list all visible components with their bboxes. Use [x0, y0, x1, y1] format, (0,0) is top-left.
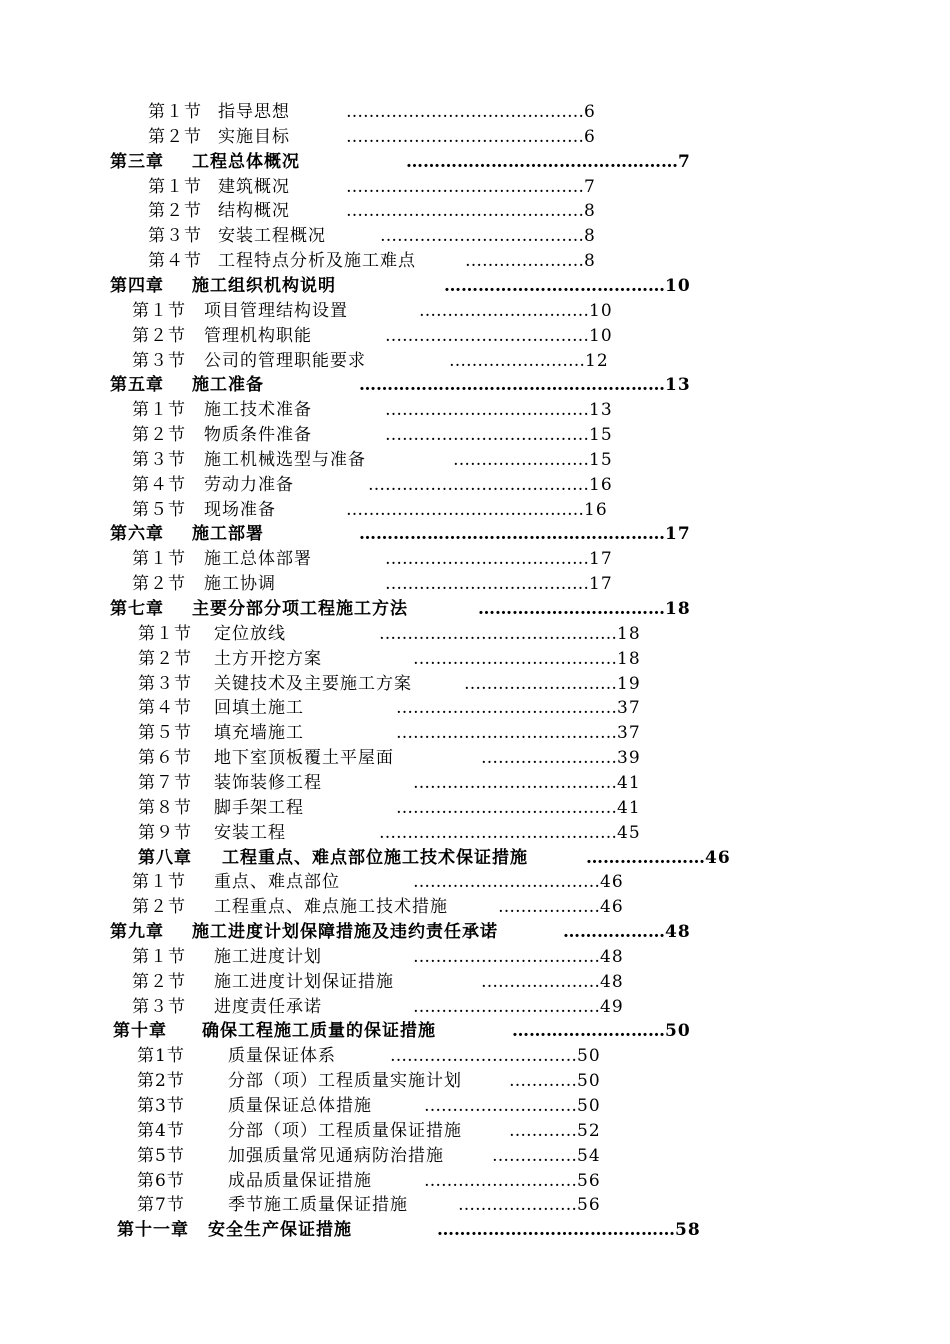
- toc-section-entry[interactable]: [138, 746, 645, 770]
- toc-page-number: 48: [665, 922, 691, 943]
- toc-title: 工程总体概况: [192, 151, 300, 172]
- toc-chapter-entry[interactable]: [110, 522, 695, 546]
- toc-section-entry[interactable]: [132, 870, 628, 894]
- toc-leader-dots: …………………: [465, 251, 584, 272]
- toc-section-entry[interactable]: [138, 672, 645, 696]
- toc-page-number: 48: [600, 946, 624, 967]
- toc-page-number: 49: [600, 996, 624, 1017]
- toc-title: 施工总体部署: [204, 549, 312, 570]
- toc-label: 第３节: [132, 996, 186, 1017]
- toc-title: 定位放线: [214, 623, 286, 644]
- toc-section-entry[interactable]: [148, 224, 600, 248]
- toc-label: 第３节: [138, 673, 192, 694]
- toc-leader-dots: …………………………………………: [406, 151, 678, 172]
- toc-leader-dots: ……………………: [481, 748, 617, 769]
- toc-leader-dots: ……………………………………: [346, 176, 584, 197]
- toc-section-entry[interactable]: [137, 1169, 605, 1193]
- toc-label: 第2节: [137, 1071, 185, 1092]
- toc-page-number: 19: [617, 673, 641, 694]
- toc-section-entry[interactable]: [137, 1193, 605, 1217]
- toc-title: 现场准备: [204, 499, 276, 520]
- toc-label: 第１节: [132, 549, 186, 570]
- toc-section-entry[interactable]: [138, 771, 645, 795]
- toc-page-number: 6: [584, 102, 596, 122]
- toc-label: 第２节: [132, 425, 186, 446]
- toc-page-number: 52: [577, 1120, 601, 1141]
- toc-label: 第２节: [132, 574, 186, 595]
- toc-page-number: 18: [617, 623, 641, 644]
- toc-section-entry[interactable]: [132, 895, 628, 919]
- toc-title: 季节施工质量保证措施: [228, 1195, 408, 1216]
- toc-section-entry[interactable]: [137, 1069, 605, 1093]
- toc-page-number: 39: [617, 748, 641, 769]
- toc-label: 第２节: [132, 971, 186, 992]
- toc-title: 施工准备: [192, 375, 264, 396]
- toc-title: 回填土施工: [214, 698, 304, 719]
- toc-label: 第２节: [148, 201, 202, 222]
- toc-leader-dots: ……………………………………: [379, 822, 617, 843]
- toc-leader-dots: ……………………: [453, 449, 589, 470]
- toc-chapter-entry[interactable]: [113, 1019, 695, 1043]
- toc-section-entry[interactable]: [132, 423, 617, 447]
- toc-label: 第6节: [137, 1170, 185, 1191]
- toc-title: 施工机械选型与准备: [204, 449, 366, 470]
- toc-section-entry[interactable]: [148, 199, 600, 223]
- toc-leader-dots: ………………………………………………: [359, 375, 665, 396]
- toc-leader-dots: …………………………: [419, 300, 589, 321]
- toc-leader-dots: ……………………………: [390, 1046, 577, 1067]
- toc-title: 施工协调: [204, 574, 276, 595]
- toc-title: 进度责任承诺: [214, 996, 322, 1017]
- toc-label: 第三章: [110, 151, 164, 172]
- toc-label: 第3节: [137, 1096, 185, 1116]
- toc-title: 安装工程: [214, 822, 286, 843]
- toc-leader-dots: ………………………………: [385, 325, 589, 346]
- toc-page-number: 56: [577, 1195, 601, 1216]
- toc-title: 土方开挖方案: [214, 648, 322, 669]
- toc-leader-dots: …………: [509, 1120, 577, 1141]
- toc-leader-dots: …………………………………: [396, 698, 617, 719]
- toc-leader-dots: ……………………: [449, 350, 585, 371]
- toc-page-number: 41: [617, 797, 641, 818]
- toc-label: 第３节: [132, 350, 186, 371]
- toc-page-number: 50: [577, 1096, 601, 1116]
- toc-label: 第９节: [138, 822, 192, 843]
- toc-page-number: 6: [584, 126, 596, 147]
- toc-leader-dots: ………………………………: [385, 574, 589, 595]
- toc-section-entry[interactable]: [138, 696, 645, 720]
- toc-section-entry[interactable]: [148, 249, 600, 273]
- toc-chapter-entry[interactable]: [110, 274, 695, 298]
- toc-page-number: 37: [617, 723, 641, 744]
- toc-label: 第３节: [148, 226, 202, 247]
- toc-title: 地下室顶板覆土平屋面: [214, 748, 394, 769]
- toc-title: 质量保证总体措施: [228, 1096, 372, 1116]
- toc-label: 第２节: [132, 325, 186, 346]
- toc-label: 第七章: [110, 599, 164, 619]
- toc-leader-dots: ……………………………: [478, 599, 665, 619]
- toc-title: 施工进度计划: [214, 946, 322, 967]
- toc-leader-dots: …………: [509, 1071, 577, 1092]
- toc-page-number: 46: [705, 847, 731, 868]
- toc-leader-dots: ………………………………: [385, 400, 589, 421]
- toc-title: 确保工程施工质量的保证措施: [202, 1021, 436, 1042]
- toc-label: 第十一章: [117, 1220, 189, 1241]
- toc-page-number: 16: [589, 474, 613, 495]
- toc-section-entry[interactable]: [132, 572, 617, 596]
- toc-leader-dots: ………………………: [464, 673, 617, 694]
- toc-leader-dots: ………………………………: [385, 425, 589, 446]
- toc-page-number: 41: [617, 772, 641, 793]
- toc-title: 实施目标: [218, 126, 290, 147]
- toc-page-number: 54: [577, 1145, 601, 1166]
- toc-label: 第7节: [137, 1195, 185, 1216]
- toc-label: 第1节: [137, 1046, 185, 1067]
- toc-section-entry[interactable]: [132, 547, 617, 571]
- toc-title: 施工组织机构说明: [192, 275, 336, 296]
- toc-title: 分部（项）工程质量实施计划: [228, 1071, 462, 1092]
- toc-label: 第２节: [132, 897, 186, 918]
- toc-page-number: 10: [589, 300, 613, 321]
- toc-page-number: 46: [600, 897, 624, 918]
- toc-leader-dots: ………………………………: [413, 648, 617, 669]
- toc-section-entry[interactable]: [132, 324, 617, 348]
- toc-leader-dots: ………………………………: [380, 226, 584, 247]
- toc-label: 第５节: [138, 723, 192, 744]
- toc-page-number: 13: [665, 375, 691, 396]
- toc-title: 公司的管理职能要求: [204, 350, 366, 371]
- toc-section-entry[interactable]: [132, 473, 617, 497]
- toc-section-entry[interactable]: [138, 622, 645, 646]
- toc-page-number: 17: [589, 549, 613, 570]
- toc-section-entry[interactable]: [132, 498, 612, 522]
- toc-leader-dots: ……………………………: [413, 996, 600, 1017]
- toc-title: 劳动力准备: [204, 474, 294, 495]
- toc-title: 分部（项）工程质量保证措施: [228, 1120, 462, 1141]
- toc-label: 第１节: [132, 872, 186, 893]
- toc-label: 第六章: [110, 524, 164, 545]
- toc-leader-dots: ……………………………………: [346, 499, 584, 520]
- toc-leader-dots: …………………………………: [396, 723, 617, 744]
- toc-leader-dots: ………………………………: [385, 549, 589, 570]
- toc-label: 第８节: [138, 797, 192, 818]
- toc-page-number: 10: [665, 275, 691, 296]
- toc-page-number: 58: [675, 1220, 701, 1241]
- toc-label: 第５节: [132, 499, 186, 520]
- toc-page-number: 50: [665, 1021, 691, 1042]
- toc-page-number: 8: [584, 251, 596, 272]
- toc-title: 重点、难点部位: [214, 872, 340, 893]
- toc-label: 第１节: [148, 176, 202, 197]
- toc-chapter-entry[interactable]: [110, 373, 695, 397]
- toc-section-entry[interactable]: [148, 175, 600, 199]
- toc-section-entry[interactable]: [137, 1094, 605, 1118]
- toc-page-number: 10: [589, 325, 613, 346]
- toc-section-entry[interactable]: [132, 945, 628, 969]
- toc-leader-dots: ……………………………………: [379, 623, 617, 644]
- toc-page-number: 56: [577, 1170, 601, 1191]
- toc-label: 第１节: [132, 946, 186, 967]
- toc-label: 第１节: [138, 623, 192, 644]
- toc-label: 第４节: [138, 698, 192, 719]
- toc-leader-dots: ………………: [498, 897, 600, 918]
- toc-title: 项目管理结构设置: [204, 300, 348, 321]
- toc-title: 脚手架工程: [214, 797, 304, 818]
- toc-title: 填充墙施工: [214, 723, 304, 744]
- toc-leader-dots: ……………………………………: [346, 201, 584, 222]
- toc-page-number: 18: [665, 599, 691, 619]
- toc-section-entry[interactable]: [137, 1044, 605, 1068]
- toc-title: 工程重点、难点施工技术措施: [214, 897, 448, 918]
- toc-label: 第２节: [148, 126, 202, 147]
- toc-title: 物质条件准备: [204, 425, 312, 446]
- toc-leader-dots: ……………: [492, 1145, 577, 1166]
- toc-page-number: 45: [617, 822, 641, 843]
- toc-leader-dots: ………………………: [424, 1096, 577, 1116]
- toc-section-entry[interactable]: [138, 721, 645, 745]
- toc-page-number: 15: [589, 425, 613, 446]
- toc-label: 第１节: [132, 300, 186, 321]
- toc-title: 施工技术准备: [204, 400, 312, 421]
- toc-page-number: 7: [584, 176, 596, 197]
- toc-label: 第八章: [138, 847, 192, 868]
- toc-page-number: 50: [577, 1046, 601, 1067]
- toc-title: 质量保证体系: [228, 1046, 336, 1067]
- toc-section-entry[interactable]: [132, 398, 617, 422]
- toc-label: 第７节: [138, 772, 192, 793]
- toc-leader-dots: ……………………………: [413, 872, 600, 893]
- toc-title: 管理机构职能: [204, 325, 312, 346]
- toc-chapter-entry[interactable]: [110, 150, 695, 174]
- toc-title: 工程重点、难点部位施工技术保证措施: [222, 847, 528, 868]
- toc-page-number: 37: [617, 698, 641, 719]
- toc-section-entry[interactable]: [148, 125, 600, 149]
- toc-leader-dots: ……………………………: [413, 946, 600, 967]
- toc-label: 第十章: [113, 1021, 167, 1042]
- toc-leader-dots: ……………………………………: [437, 1220, 675, 1241]
- toc-page-number: 48: [600, 971, 624, 992]
- toc-section-entry[interactable]: [137, 1144, 605, 1168]
- toc-title: 安装工程概况: [218, 226, 326, 247]
- toc-title: 工程特点分析及施工难点: [218, 251, 416, 272]
- toc-section-entry[interactable]: [137, 1119, 605, 1143]
- toc-title: 建筑概况: [218, 176, 290, 197]
- toc-section-entry[interactable]: [138, 796, 645, 820]
- toc-section-entry[interactable]: [132, 970, 628, 994]
- toc-leader-dots: ……………………………………: [346, 126, 584, 147]
- toc-title: 施工进度计划保障措施及违约责任承诺: [192, 922, 498, 943]
- toc-label: 第5节: [137, 1145, 185, 1166]
- toc-leader-dots: ……………………………………: [346, 102, 584, 122]
- toc-title: 安全生产保证措施: [208, 1220, 352, 1241]
- toc-label: 第２节: [138, 648, 192, 669]
- toc-title: 成品质量保证措施: [228, 1170, 372, 1191]
- toc-page-number: 15: [589, 449, 613, 470]
- toc-leader-dots: ………………: [563, 922, 665, 943]
- toc-page-number: 17: [665, 524, 691, 545]
- toc-title: 主要分部分项工程施工方法: [192, 599, 408, 619]
- toc-page-number: 8: [584, 201, 596, 222]
- toc-title: 施工部署: [192, 524, 264, 545]
- toc-label: 第１节: [132, 400, 186, 421]
- toc-page-number: 46: [600, 872, 624, 893]
- toc-leader-dots: ………………………………………………: [359, 524, 665, 545]
- toc-title: 结构概况: [218, 201, 290, 222]
- toc-leader-dots: …………………………………: [368, 474, 589, 495]
- toc-leader-dots: …………………………………: [444, 275, 665, 296]
- toc-label: 第４节: [132, 474, 186, 495]
- toc-leader-dots: ………………………………: [413, 772, 617, 793]
- toc-section-entry[interactable]: [132, 448, 617, 472]
- toc-page-number: 50: [577, 1071, 601, 1092]
- toc-section-entry[interactable]: [148, 100, 600, 124]
- toc-leader-dots: ………………………: [424, 1170, 577, 1191]
- toc-title: 施工进度计划保证措施: [214, 971, 394, 992]
- toc-label: 第九章: [110, 922, 164, 943]
- toc-label: 第１节: [148, 102, 202, 122]
- toc-page-number: 8: [584, 226, 596, 247]
- toc-chapter-entry[interactable]: [110, 597, 695, 621]
- toc-section-entry[interactable]: [132, 349, 613, 373]
- toc-section-entry[interactable]: [132, 299, 617, 323]
- toc-leader-dots: …………………: [586, 847, 705, 868]
- toc-leader-dots: …………………: [458, 1195, 577, 1216]
- toc-label: 第四章: [110, 275, 164, 296]
- toc-page-number: 17: [589, 574, 613, 595]
- toc-leader-dots: …………………………………: [396, 797, 617, 818]
- toc-page-number: 18: [617, 648, 641, 669]
- toc-label: 第４节: [148, 251, 202, 272]
- toc-label: 第4节: [137, 1120, 185, 1141]
- toc-chapter-entry[interactable]: [110, 920, 695, 944]
- toc-leader-dots: …………………: [481, 971, 600, 992]
- toc-chapter-entry[interactable]: [138, 846, 735, 870]
- toc-chapter-entry[interactable]: [117, 1218, 705, 1242]
- toc-page-number: 7: [678, 151, 691, 172]
- toc-label: 第６节: [138, 748, 192, 769]
- toc-label: 第３节: [132, 449, 186, 470]
- toc-label: 第五章: [110, 375, 164, 396]
- toc-section-entry[interactable]: [138, 821, 645, 845]
- toc-page-number: 13: [589, 400, 613, 421]
- toc-page-number: 16: [584, 499, 608, 520]
- toc-title: 指导思想: [218, 102, 290, 122]
- toc-section-entry[interactable]: [138, 647, 645, 671]
- toc-page-number: 12: [585, 350, 609, 371]
- toc-leader-dots: ………………………: [512, 1021, 665, 1042]
- toc-title: 关键技术及主要施工方案: [214, 673, 412, 694]
- toc-title: 装饰装修工程: [214, 772, 322, 793]
- toc-section-entry[interactable]: [132, 995, 628, 1019]
- toc-title: 加强质量常见通病防治措施: [228, 1145, 444, 1166]
